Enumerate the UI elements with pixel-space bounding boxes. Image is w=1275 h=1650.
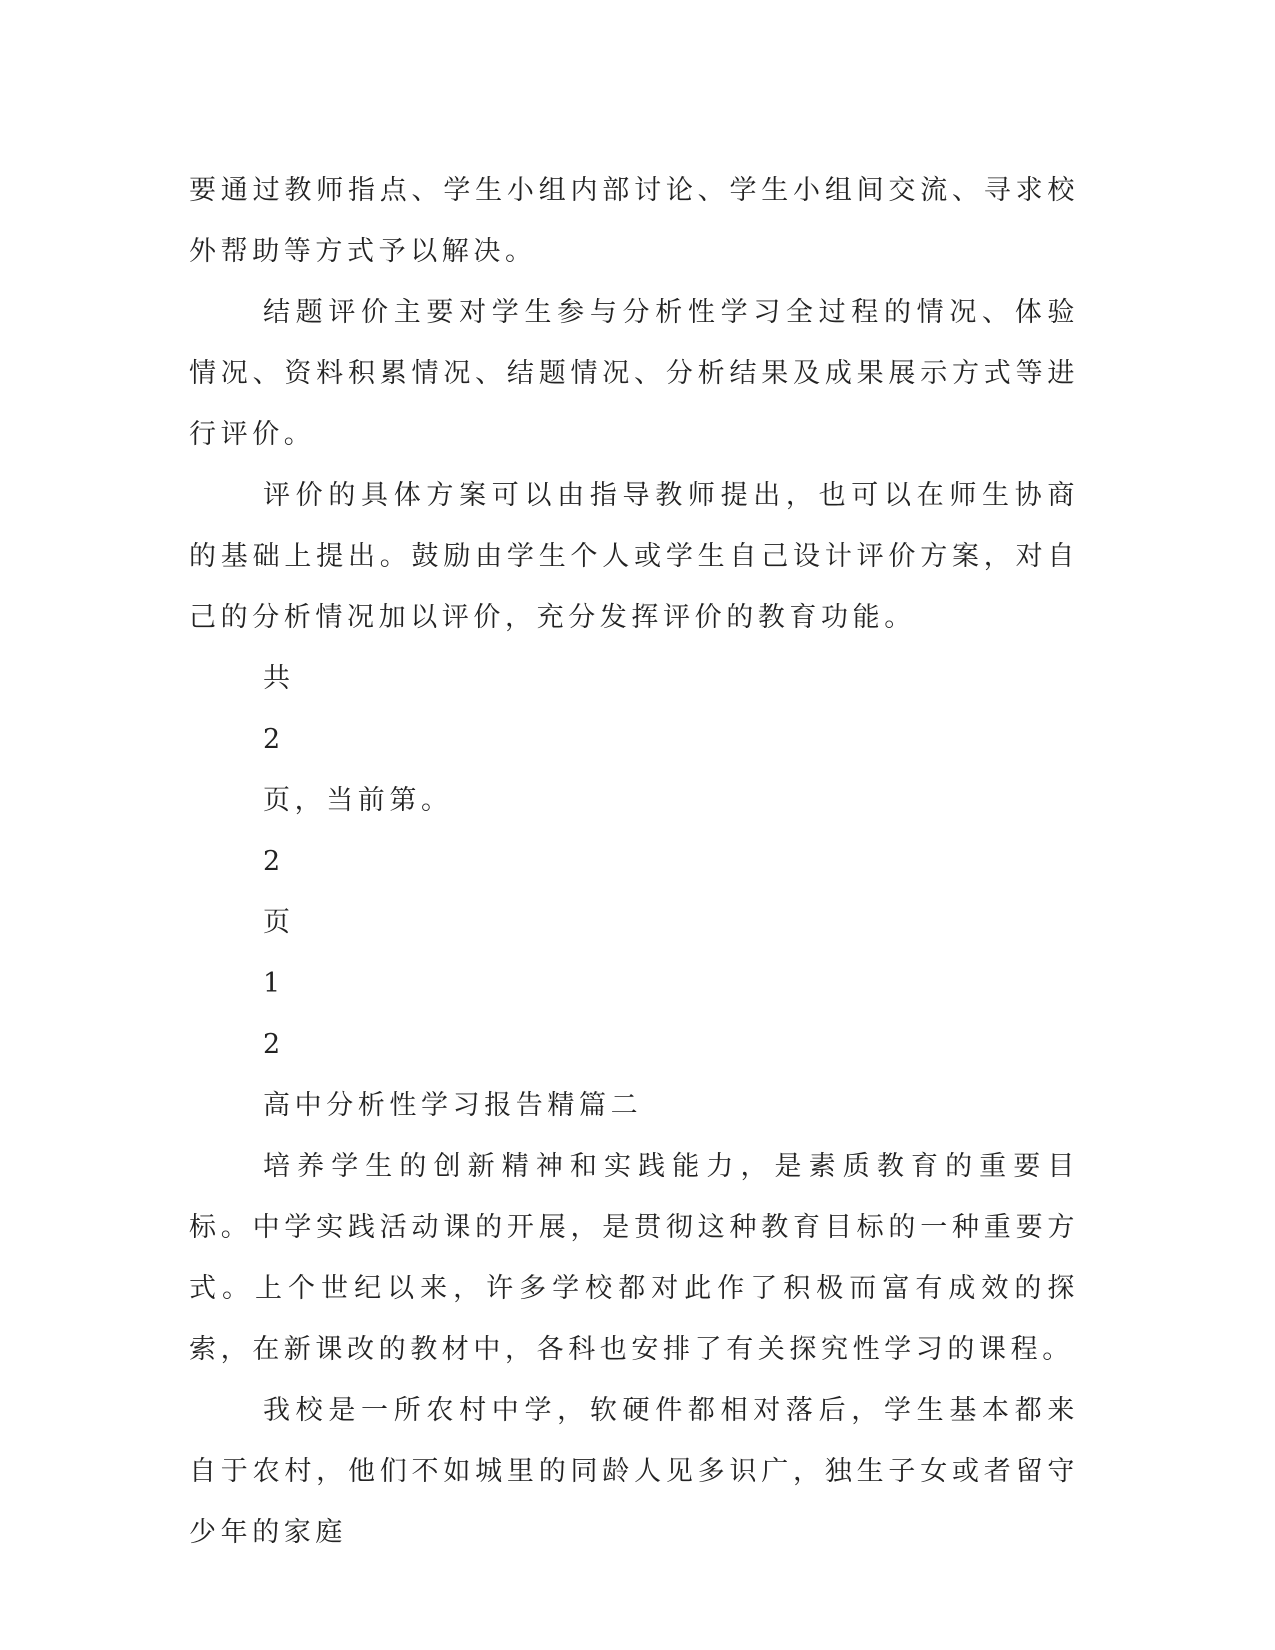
page-link-1: 1: [263, 968, 285, 999]
page-counter-unit: 页: [263, 907, 295, 938]
page-link-2: 2: [263, 1029, 285, 1060]
paragraph-conclusion-method: 要通过教师指点、学生小组内部讨论、学生小组间交流、寻求校外帮助等方式予以解决。: [189, 175, 1079, 267]
document-body: [189, 160, 1079, 1563]
paragraph-innovation-goal: 培养学生的创新精神和实践能力，是素质教育的重要目标。中学实践活动课的开展，是贯彻这种教育目标的一种重要方式。上个世纪以来，许多学校都对此作了积极而富有成效的探索，在新课改的教材中，各科也安排了有关探究性学习的课程。: [189, 1151, 1079, 1365]
page-counter-total-label: 共: [263, 663, 295, 694]
paragraph-evaluation-scope: 结题评价主要对学生参与分析性学习全过程的情况、体验情况、资料积累情况、结题情况、分析结果及成果展示方式等进行评价。: [189, 297, 1079, 450]
page-counter-total-value: 2: [263, 724, 285, 755]
page-counter-current-value: 2: [263, 846, 285, 877]
page-counter-current-label: 页，当前第。: [263, 785, 453, 816]
paragraph-school-background: 我校是一所农村中学，软硬件都相对落后，学生基本都来自于农村，他们不如城里的同龄人见多识广，独生子女或者留守少年的家庭: [189, 1395, 1079, 1548]
section-heading: 高中分析性学习报告精篇二: [263, 1090, 643, 1121]
paragraph-evaluation-plan: 评价的具体方案可以由指导教师提出，也可以在师生协商的基础上提出。鼓励由学生个人或学生自己设计评价方案，对自己的分析情况加以评价，充分发挥评价的教育功能。: [189, 480, 1079, 633]
